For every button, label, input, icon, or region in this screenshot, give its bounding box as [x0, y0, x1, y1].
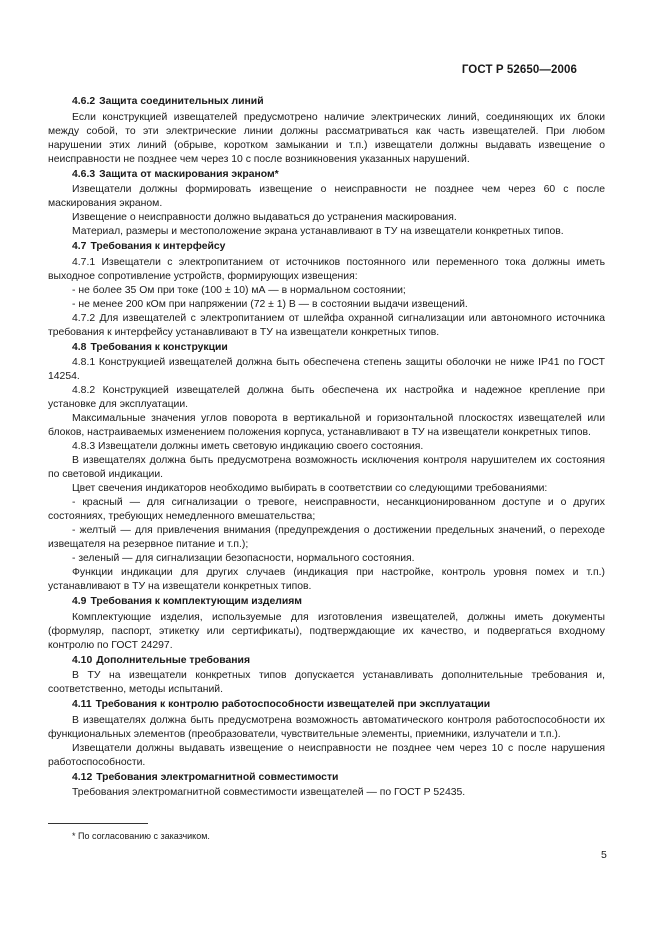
- paragraph: - не менее 200 кОм при напряжении (72 ± 1) В — в состоянии выдачи извещений.: [72, 298, 468, 310]
- section-number: 4.11: [72, 699, 92, 710]
- section-title: Требования электромагнитной совместимости: [96, 771, 339, 783]
- paragraph: Цвет свечения индикаторов необходимо выбирать в соответствии со следующими требованиями:: [72, 483, 548, 494]
- footnote-divider: [48, 823, 148, 824]
- section-heading: [48, 94, 605, 111]
- paragraph: 4.8.2 Конструкцией извещателей должна быть обеспечена их настройка и надежное крепление при установке для эксплуатации.: [48, 385, 605, 410]
- section-title: Защита от маскирования экраном*: [99, 168, 279, 180]
- footnote: * По согласованию с заказчиком.: [72, 831, 210, 841]
- section-heading: [48, 594, 605, 611]
- paragraph: Материал, размеры и местоположение экрана устанавливают в ТУ на извещатели конкретных типов.: [72, 226, 564, 237]
- section-title: Требования к интерфейсу: [90, 241, 226, 252]
- paragraph: Максимальные значения углов поворота в вертикальной и горизонтальной плоскостях извещателей или блоков, настраиваемых изменением положения корпуса, устанавливают в ТУ на извещатели конкретных типов.: [48, 413, 605, 438]
- page-number: 5: [601, 849, 607, 861]
- section-heading: [48, 653, 605, 670]
- paragraph: Извещатели должны выдавать извещение о неисправности не позднее чем через 10 с после нарушения работоспособности.: [48, 742, 605, 768]
- paragraph: 4.7.2 Для извещателей с электропитанием от шлейфа охранной сигнализации или автономного источника требования к интерфейсу устанавливают в ТУ на извещатели конкретных типов.: [48, 312, 605, 338]
- section-number: 4.12: [72, 771, 93, 783]
- section-heading: [48, 167, 605, 184]
- paragraph: Если конструкцией извещателей предусмотрено наличие электрических линий, соединяющих их блоки между собой, то эти электрические линии должны рассматриваться как часть извещателей. При любом нарушении этих линий (обрыве, коротком замыкании и т.п.) извещатели должны выдавать извещение о неисправности не позднее чем через 10 с после возникновения указанных нарушений.: [48, 111, 605, 165]
- section-number: 4.10: [72, 654, 93, 666]
- paragraph: Комплектующие изделия, используемые для изготовления извещателей, должны иметь документы (формуляр, паспорт, этикетку или сертификаты), подтверждающие их качество, и подвергаться входному контролю по ГОСТ 24297.: [48, 611, 605, 651]
- paragraph: - желтый — для привлечения внимания (предупреждения о достижении предельных значений, о переходе извещателя на резервное питание и т.п.);: [48, 525, 605, 550]
- paragraph: В ТУ на извещатели конкретных типов допускается устанавливать дополнительные требования и, соответственно, методы испытаний.: [48, 670, 605, 695]
- section-heading: [48, 239, 605, 256]
- paragraph: 4.8.3 Извещатели должны иметь световую индикацию своего состояния.: [72, 441, 424, 452]
- paragraph: Извещатели должны формировать извещение о неисправности не позднее чем через 60 с после маскирования экраном.: [48, 184, 605, 209]
- section-number: 4.7: [72, 241, 87, 252]
- section-number: 4.8: [72, 341, 87, 353]
- document-header: ГОСТ Р 52650—2006: [461, 64, 577, 76]
- paragraph: 4.7.1 Извещатели с электропитанием от источников постоянного или переменного тока должны иметь выходное сопротивление устройств, формирующих извещения:: [48, 256, 605, 282]
- document-body: [48, 94, 605, 800]
- paragraph: В извещателях должна быть предусмотрена возможность исключения контроля нарушителем их состояния по световой индикации.: [48, 455, 605, 480]
- section-title: Требования к контролю работоспособности извещателей при эксплуатации: [95, 699, 491, 710]
- paragraph: Требования электромагнитной совместимости извещателей — по ГОСТ Р 52435.: [72, 787, 466, 798]
- paragraph: Функции индикации для других случаев (индикация при настройке, контроль уровня помех и т.п.) устанавливают в ТУ на извещатели конкретных типов.: [48, 567, 605, 592]
- paragraph: Извещение о неисправности должно выдаваться до устранения маскирования.: [72, 212, 457, 223]
- section-title: Защита соединительных линий: [99, 96, 264, 107]
- section-heading: [48, 340, 605, 357]
- section-heading: [48, 770, 605, 787]
- section-number: 4.6.2: [72, 96, 96, 107]
- paragraph: 4.8.1 Конструкцией извещателей должна быть обеспечена степень защиты оболочки не ниже IP41 по ГОСТ 14254.: [48, 357, 605, 382]
- section-heading: [48, 697, 605, 714]
- section-number: 4.9: [72, 596, 87, 607]
- paragraph: В извещателях должна быть предусмотрена возможность автоматического контроля работоспособности их функциональных элементов (преобразователи, чувствительные элементы, приемники, излучатели и т.п.).: [48, 714, 605, 740]
- paragraph: - зеленый — для сигнализации безопасности, нормального состояния.: [72, 553, 415, 564]
- section-title: Требования к конструкции: [90, 341, 228, 353]
- paragraph: - не более 35 Ом при токе (100 ± 10) мА — в нормальном состоянии;: [72, 284, 406, 296]
- section-title: Требования к комплектующим изделиям: [90, 596, 302, 607]
- section-number: 4.6.3: [72, 168, 96, 180]
- section-title: Дополнительные требования: [96, 654, 251, 666]
- paragraph: - красный — для сигнализации о тревоге, неисправности, несанкционированном доступе и о других состояниях, требующих немедленного вмешательства;: [48, 497, 605, 522]
